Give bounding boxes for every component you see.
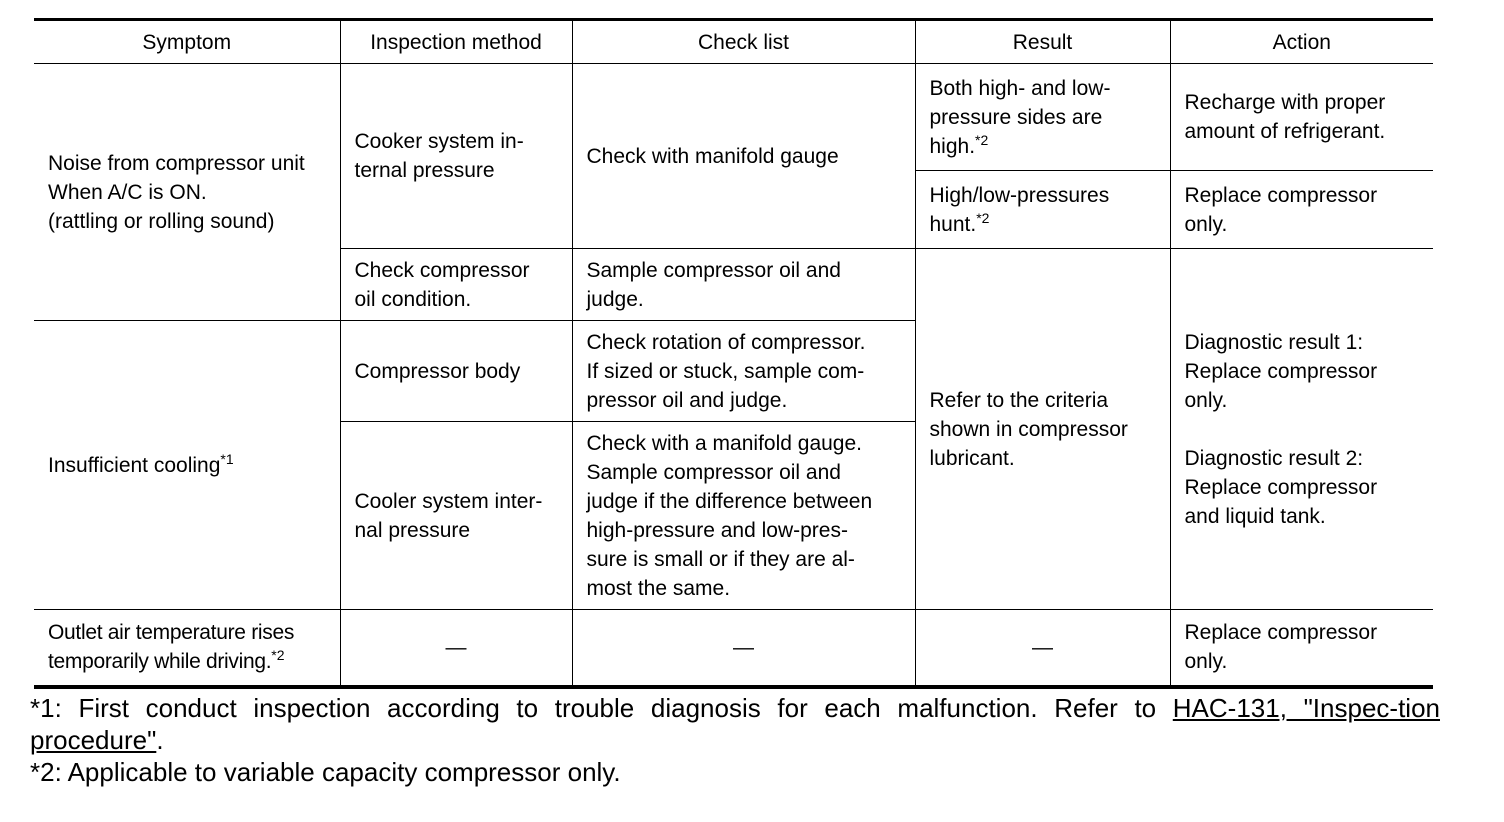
footnote-ref-2: *2 [271,647,285,664]
method-cooler-line2: nal pressure [354,518,471,542]
check-manifold-gauge: Check with manifold gauge [586,144,839,168]
result-hunt-text: hunt. [929,212,977,236]
table-row [34,610,1433,687]
action-recharge-cell [1170,64,1433,171]
method-compressor-body-cell [340,321,572,422]
check-cooler-line4: high-pressure and low-pres- [586,518,848,542]
symptom-insufficient-text: Insufficient cooling [48,453,221,477]
method-oil-line1: Check compressor [354,258,530,282]
result-both-high-line1: Both high- and low- [929,76,1111,100]
symptom-noise-cell [34,64,340,321]
method-cooler-line1: Cooler system inter- [354,489,543,513]
result-refer-line1: Refer to the criteria [929,388,1109,412]
symptom-insufficient-cell [34,321,340,610]
table-row [34,64,1433,171]
footnote-ref-1: *1 [220,450,234,467]
result-hunt-line2 [930,210,1156,239]
result-refer-line3: lubricant. [929,446,1015,470]
symptom-noise-line1: Noise from compressor unit [48,151,305,175]
action-outlet-line1: Replace compressor [1184,621,1378,645]
action-diag1-line3: only. [1184,388,1228,412]
diagnosis-table [34,18,1433,689]
result-refer-line2: shown in compressor [929,417,1128,441]
check-manifold-sample-cell [572,422,915,610]
result-hunt-cell [915,171,1170,249]
result-dash: — [1032,635,1053,659]
method-cooker-line1: Cooker system in- [354,130,524,153]
result-refer-criteria-cell [915,249,1170,610]
result-both-high-text: high. [929,134,976,158]
spacer [1185,415,1420,444]
result-none-cell [915,610,1170,687]
action-diag2-line2: Replace compressor [1184,475,1378,499]
method-cooler-pressure-cell [340,422,572,610]
header-inspection-method: Inspection method [340,20,572,64]
inspection-procedure-link[interactable]: HAC-131, "Inspec-tion procedure" [30,693,1440,755]
action-outlet-line2: only. [1184,650,1228,674]
method-none-cell [340,610,572,687]
check-cooler-line6: most the same. [586,576,731,600]
check-sample-oil-line2: judge. [586,287,644,311]
header-check-list: Check list [572,20,915,64]
check-sample-oil-line1: Sample compressor oil and [586,258,841,282]
method-oil-line2: oil condition. [354,287,472,311]
footnote-1-text: *1: First conduct inspection according to trouble diagnosis for each malfunction. Refer to [30,693,1173,723]
header-action: Action [1170,20,1433,64]
check-cooler-line5: sure is small or if they are al- [586,547,855,571]
action-diag1-line1: Diagnostic result 1: [1184,330,1364,354]
result-both-high-line2: pressure sides are [929,105,1103,129]
result-both-high-cell [915,64,1170,171]
check-none-cell [572,610,915,687]
action-diag2-line1: Diagnostic result 2: [1184,446,1364,470]
header-symptom: Symptom [34,20,340,64]
method-dash: — [445,635,467,659]
check-sample-oil-cell [572,249,915,321]
check-rotation-cell [572,321,915,422]
action-outlet-cell [1170,610,1433,687]
symptom-outlet-text: temporarily while driving. [48,650,272,674]
action-replace-compressor-cell [1170,171,1433,249]
method-cooker-line2: ternal pressure [354,159,495,182]
action-recharge-line2: amount of refrigerant. [1184,120,1386,143]
method-cooker-pressure-cell [340,64,572,249]
footnotes [30,692,1440,788]
result-both-high-line3 [930,132,1156,161]
result-hunt-line1: High/low-pressures [929,183,1110,207]
check-cooler-line3: judge if the difference between [586,489,873,513]
action-replace-line1: Replace compressor [1184,183,1378,207]
symptom-insufficient-line [48,451,330,480]
action-recharge-line1: Recharge with proper [1184,91,1386,114]
method-oil-condition-cell [340,249,572,321]
symptom-noise-line3: (rattling or rolling sound) [48,209,275,233]
symptom-noise-line2: When A/C is ON. [48,180,207,204]
check-rotation-line2: If sized or stuck, sample com- [586,359,865,383]
check-dash: — [733,635,754,659]
footnote-1-end: . [156,725,164,755]
action-diag1-line2: Replace compressor [1184,359,1378,383]
action-replace-line2: only. [1184,212,1228,236]
action-diag2-line3: and liquid tank. [1184,504,1326,528]
symptom-outlet-line2 [48,647,330,676]
action-diagnostic-results-cell [1170,249,1433,610]
check-rotation-line3: pressor oil and judge. [586,388,788,412]
symptom-outlet-line1: Outlet air temperature rises [48,621,295,645]
footnote-ref-2: *2 [975,131,989,148]
method-compressor-body: Compressor body [354,359,521,383]
footnote-2: *2: Applicable to variable capacity compressor only. [30,757,621,787]
check-cooler-line1: Check with a manifold gauge. [586,431,862,455]
symptom-outlet-air-cell [34,610,340,687]
table-header-row [34,20,1433,64]
check-manifold-gauge-cell [572,64,915,249]
check-rotation-line1: Check rotation of compressor. [586,330,866,354]
footnote-ref-2: *2 [976,209,990,226]
check-cooler-line2: Sample compressor oil and [586,460,841,484]
footnote-1 [30,692,1440,756]
header-result: Result [915,20,1170,64]
